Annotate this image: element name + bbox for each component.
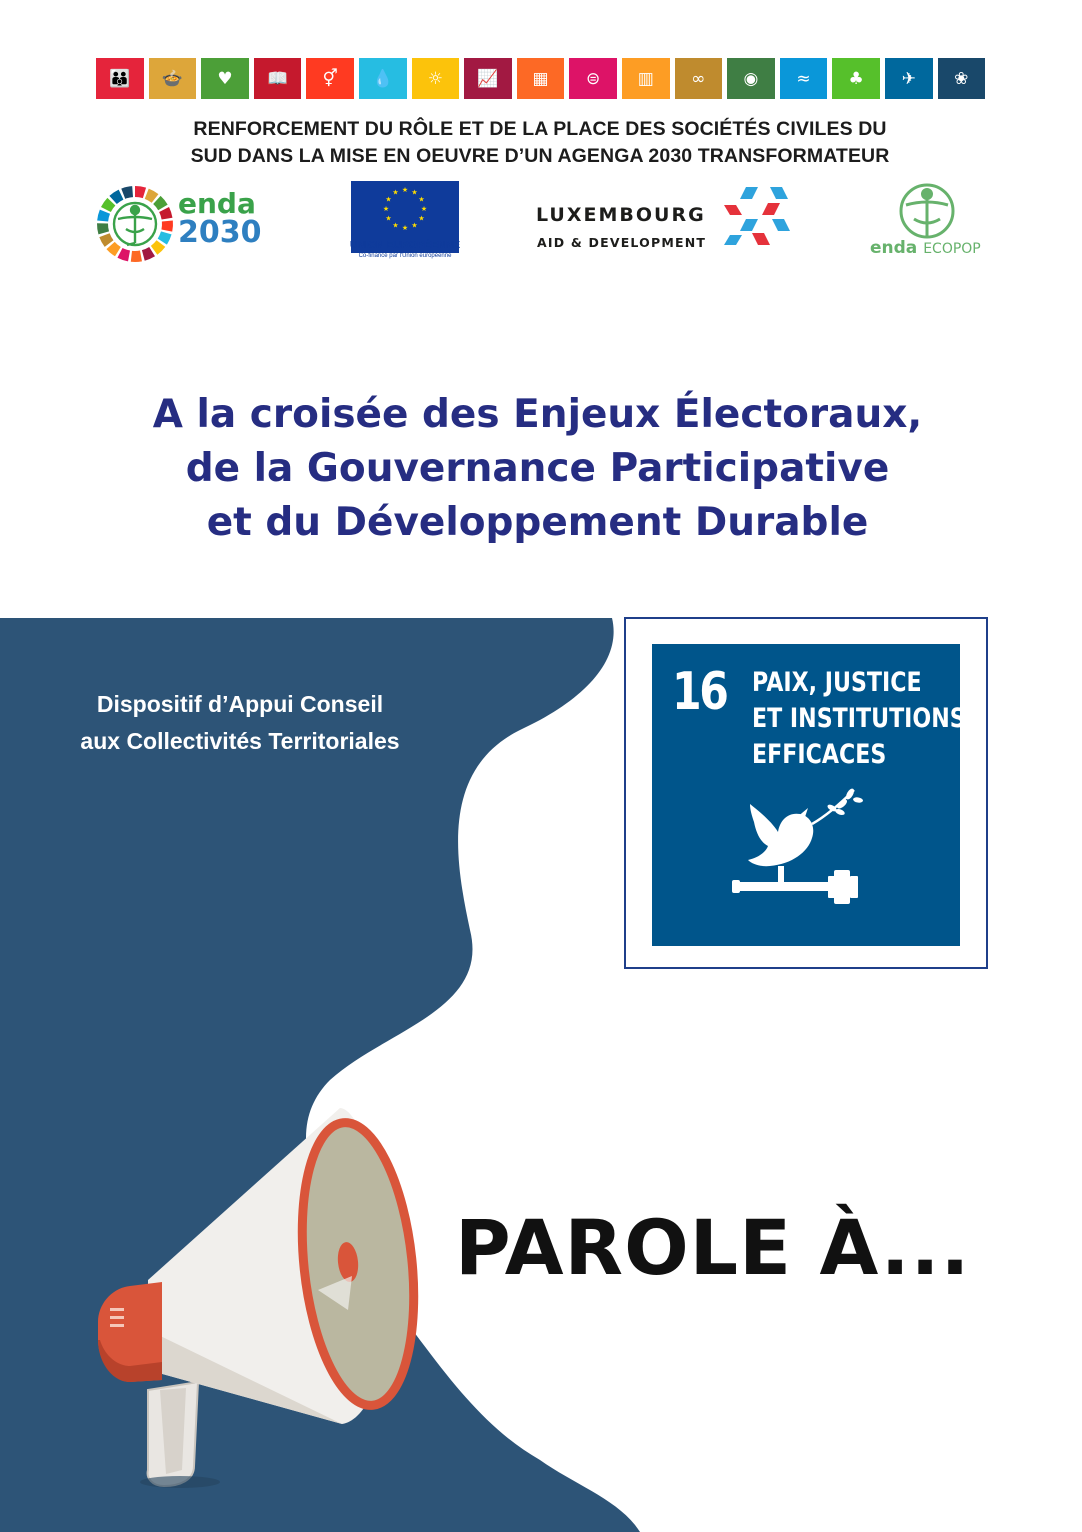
sun-icon: ☼ bbox=[412, 58, 460, 99]
svg-text:★: ★ bbox=[411, 188, 418, 197]
sdg16-number: 16 bbox=[672, 662, 727, 722]
svg-text:★: ★ bbox=[418, 195, 425, 204]
eye-globe-icon: ◉ bbox=[727, 58, 775, 99]
svg-text:★: ★ bbox=[411, 221, 418, 230]
ecopop-enda-word: enda bbox=[870, 238, 918, 258]
enda-2030-year: 2030 bbox=[178, 215, 262, 250]
enda-2030-wheel-icon bbox=[96, 185, 174, 263]
svg-text:★: ★ bbox=[385, 214, 392, 223]
enda-2030-word: enda bbox=[178, 187, 256, 220]
growth-chart-icon: 📈 bbox=[464, 58, 512, 99]
svg-text:★: ★ bbox=[392, 188, 399, 197]
sdg16-line-1: PAIX, JUSTICE bbox=[752, 667, 922, 698]
svg-text:★: ★ bbox=[401, 224, 409, 232]
svg-text:★: ★ bbox=[401, 186, 409, 194]
book-icon: 📖 bbox=[254, 58, 302, 99]
ecopop-suffix: ECOPOP bbox=[923, 241, 981, 257]
bowl-icon: 🍲 bbox=[149, 58, 197, 99]
sdg16-line-2: ET INSTITUTIONS bbox=[752, 703, 966, 734]
sdg16-goal-text bbox=[752, 665, 966, 773]
people-icon: 👪 bbox=[96, 58, 144, 99]
svg-text:★: ★ bbox=[420, 205, 428, 213]
program-label bbox=[40, 686, 440, 760]
equality-icon: ⊜ bbox=[569, 58, 617, 99]
luxembourg-name: LUXEMBOURG bbox=[536, 204, 706, 226]
headline-parole: PAROLE À... bbox=[455, 1203, 971, 1292]
program-line-2: aux Collectivités Territoriales bbox=[80, 728, 400, 754]
header-title bbox=[100, 116, 980, 170]
main-title-line-3: et du Développement Durable bbox=[206, 500, 869, 545]
header-line-2: SUD DANS LA MISE EN OEUVRE D’UN AGENGA 2030 TRANSFORMATEUR bbox=[190, 145, 890, 167]
enda-ecopop-logo-text bbox=[870, 238, 981, 258]
eu-stars-icon bbox=[351, 181, 459, 237]
gender-icon: ⚥ bbox=[306, 58, 354, 99]
enda-2030-logo bbox=[96, 185, 276, 265]
megaphone-illustration-icon bbox=[90, 1090, 450, 1502]
luxembourg-subtitle: AID & DEVELOPMENT bbox=[537, 235, 707, 250]
fish-icon: ≈ bbox=[780, 58, 828, 99]
water-drop-icon: 💧 bbox=[359, 58, 407, 99]
sdg16-line-3: EFFICACES bbox=[752, 739, 887, 770]
tree-icon: ♣ bbox=[832, 58, 880, 99]
program-line-1: Dispositif d’Appui Conseil bbox=[96, 691, 384, 717]
main-title bbox=[80, 388, 995, 550]
enda-ecopop-emblem-icon bbox=[896, 181, 958, 239]
header-line-1: RENFORCEMENT DU RÔLE ET DE LA PLACE DES SOCIÉTÉS CIVILES DU bbox=[193, 118, 887, 140]
sdg-icons-strip bbox=[96, 58, 989, 99]
eu-label: UNION EUROPÉENNE bbox=[349, 239, 461, 251]
cubes-icon: ▦ bbox=[517, 58, 565, 99]
main-title-line-2: de la Gouvernance Participative bbox=[185, 446, 890, 491]
main-title-line-1: A la croisée des Enjeux Électoraux, bbox=[152, 392, 923, 437]
svg-text:★: ★ bbox=[382, 205, 390, 213]
city-icon: ▥ bbox=[622, 58, 670, 99]
dove-gavel-icon bbox=[730, 782, 880, 914]
svg-text:★: ★ bbox=[392, 221, 399, 230]
partnership-icon: ❀ bbox=[938, 58, 986, 99]
infinity-icon: ∞ bbox=[675, 58, 723, 99]
dove-gavel-icon: ✈ bbox=[885, 58, 933, 99]
svg-text:★: ★ bbox=[385, 195, 392, 204]
luxembourg-cross-icon bbox=[722, 185, 790, 249]
svg-text:★: ★ bbox=[418, 214, 425, 223]
eu-cofinance-note: Co-financé par l'Union européenne bbox=[358, 253, 452, 259]
heartbeat-icon: ♥ bbox=[201, 58, 249, 99]
